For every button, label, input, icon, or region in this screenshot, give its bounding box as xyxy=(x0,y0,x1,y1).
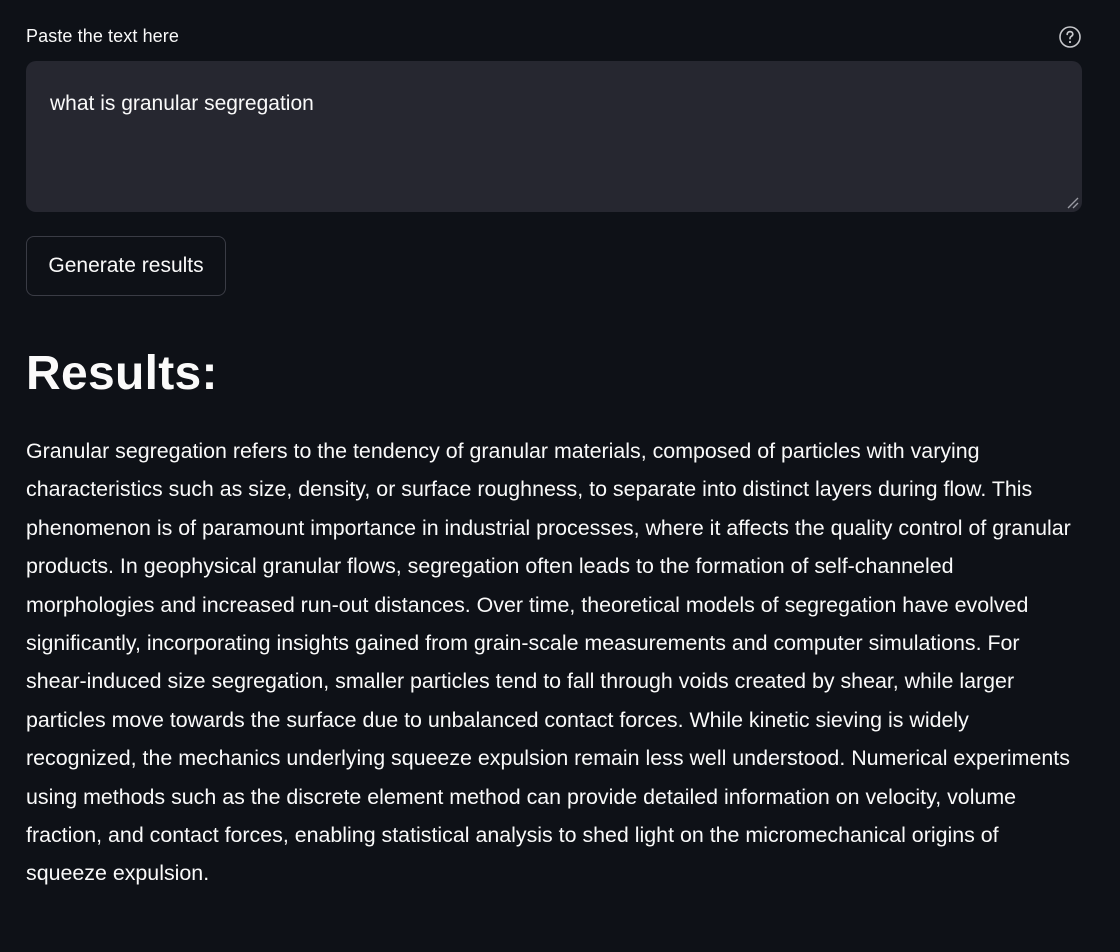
results-body-text: Granular segregation refers to the tendency of granular materials, composed of particles with varying characteristics such as size, density, or surface roughness, to separate into distinct layers during flow. This phenomenon is of paramount importance in industrial processes, where it affects the quality control of granular products. In geophysical granular flows, segregation often leads to the formation of self-channeled morphologies and increased run-out distances. Over time, theoretical models of segregation have evolved significantly, incorporating insights gained from grain-scale measurements and computer simulations. For shear-induced size segregation, smaller particles tend to fall through voids created by shear, while larger particles move towards the surface due to unbalanced contact forces. While kinetic sieving is widely recognized, the mechanics underlying squeeze expulsion remain less well understood. Numerical experiments using methods such as the discrete element method can provide detailed information on velocity, volume fraction, and contact forces, enabling statistical analysis to shed light on the micromechanical origins of squeeze expulsion. xyxy=(26,439,1071,886)
resize-handle-icon[interactable] xyxy=(1067,197,1079,209)
text-area-container xyxy=(26,61,1082,212)
question-circle-icon[interactable] xyxy=(1058,25,1082,49)
input-label-row xyxy=(26,24,1082,50)
generate-results-button[interactable]: Generate results xyxy=(26,236,226,296)
text-input-label: Paste the text here xyxy=(26,26,179,46)
results-heading: Results: xyxy=(26,347,218,400)
text-input-area[interactable] xyxy=(26,61,1082,212)
